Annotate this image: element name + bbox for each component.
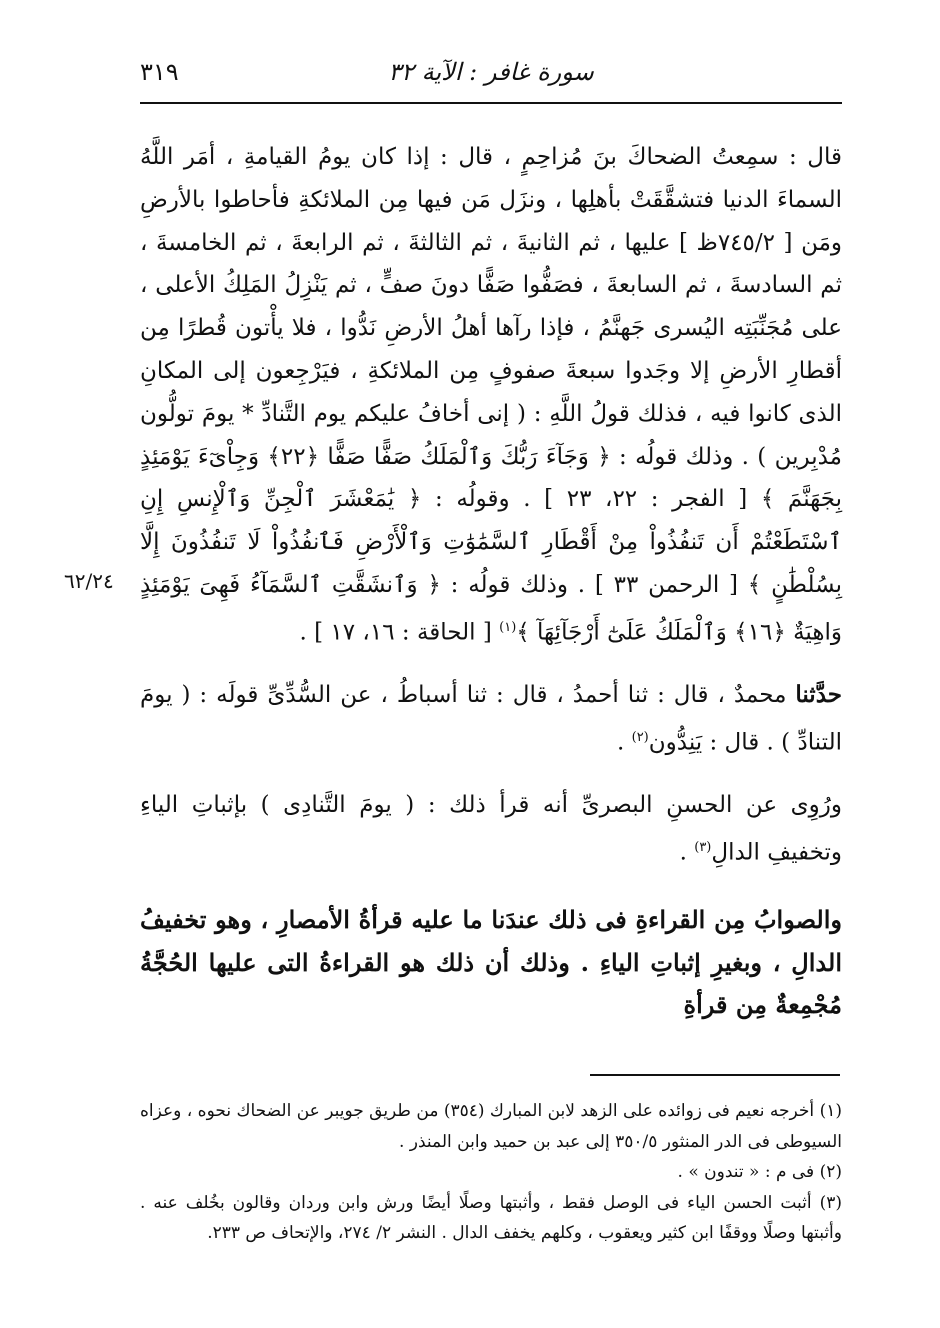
footnote-3: (٣) أثبت الحسن الياء فى الوصل فقط ، وأثبتها وصلًا أيضًا ورش وابن وردان وقالون بخُلف عنه . وأثبتها وصلًا ووقفًا ابن كثير ويعقوب ، وكلهم يخفف الدال . النشر ٢/ ٢٧٤، والإتحاف ص ٢٣٣. [140, 1192, 842, 1243]
page-number: ٣١٩ [140, 58, 179, 86]
paragraph-1-text: قال : سمِعتُ الضحاكَ بنَ مُزاحِمٍ ، قال : إذا كان يومُ القيامةِ ، أمَر اللَّهُ السماءَ الدنيا فتشقَّقَتْ بأهلِها ، ونزَل مَن فيها مِن الملائكةِ فأحاطوا بالأرضِ ومَن [ ٧٤٥/٢ظ ] عليها ، ثم الثانيةَ ، ثم الثالثةَ ، ثم الرابعةَ ، ثم الخامسةَ ، ثم السادسةَ ، ثم السابعةَ ، فصَفُّوا صَفًّا دونَ صفٍّ ، ثم يَنْزِلُ المَلِكُ الأعلى ، على مُجَنِّبَتِه اليُسرى جَهنَّمُ ، فإذا رآها أهلُ الأرضِ نَدُّوا ، فلا يأْتون قُطرًا مِن أقطارِ الأرضِ إلا وجَدوا سبعةَ صفوفٍ مِن الملائكةِ ، فيَرْجِعون إلى المكانِ الذى كانوا فيه ، فذلك قولُ اللَّهِ : ( إنى أخافُ عليكم يوم التَّنادِّ * يومَ تولُّون مُدْبِرين ) . وذلك قولُه : ﴿ وَجَآءَ رَبُّكَ وَٱلْمَلَكُ صَفًّا صَفًّا ﴿٢٢﴾ وَجِاْىٓءَ يَوْمَئِذٍ بِجَهَنَّمَ ﴾ [ الفجر : ٢٢، ٢٣ ] . وقولُه : ﴿ يَٰمَعْشَرَ ٱلْجِنِّ وَٱلْإِنسِ إِنِ ٱسْتَطَعْتُمْ أَن تَنفُذُواْ مِنْ أَقْطَارِ ٱلسَّمَٰوَٰتِ وَٱلْأَرْضِ فَٱنفُذُواْ لَا تَنفُذُونَ إِلَّا بِسُلْطَٰنٍ ﴾ [ الرحمن ٣٣ ] . وذلك قولُه : ﴿ وَٱنشَقَّتِ ٱلسَّمَآءُ فَهِىَ يَوْمَئِذٍ وَاهِيَةٌ ﴿١٦﴾ وَٱلْمَلَكُ عَلَىٰٓ أَرْجَآئِهَآ ﴾ [140, 144, 843, 646]
footnote-divider [590, 1074, 840, 1076]
running-title: سورة غافر : الآية ٣٢ [388, 58, 594, 86]
footnote-marker-1[interactable]: (١) [499, 619, 517, 635]
footnote-1: (١) أخرجه نعيم فى زوائده على الزهد لابن المبارك (٣٥٤) من طريق جويبر عن الضحاك نحوه ، وعزاه السيوطى فى الدر المنثور ٣٥٠/٥ إلى عبد بن حميد وابن المنذر . [140, 1101, 842, 1152]
footnote-marker-3[interactable]: (٣) [694, 840, 712, 856]
footnote-marker-2[interactable]: (٢) [631, 730, 649, 746]
paragraph-3-end: . [679, 839, 687, 866]
paragraph-3 [140, 784, 842, 874]
margin-reference: ٦٢/٢٤ [64, 569, 114, 593]
main-text [140, 136, 842, 1027]
paragraph-3-text: ورُوِى عن الحسنِ البصرىِّ أنه قرأ ذلك : ( يومَ التَّنادِى ) بإثباتِ الياءِ وتخفيفِ الدالِ [140, 792, 843, 866]
paragraph-2 [140, 674, 842, 764]
header-divider [140, 102, 842, 104]
paragraph-1-citation: [ الحاقة : ١٦، ١٧ ] . [299, 619, 492, 646]
page-header [140, 52, 842, 98]
paragraph-2-end: . [616, 729, 625, 756]
paragraph-2-lead: حدَّثنا [795, 681, 842, 709]
paragraph-2-text: محمدٌ ، قال : ثنا أحمدُ ، قال : ثنا أسباطُ ، عن السُّدِّىِّ قولَه : ( يومَ التنادِّ ) . قال : يَنِدُّون [140, 682, 842, 756]
paragraph-1 [140, 136, 842, 654]
footnotes [140, 1096, 842, 1249]
paragraph-4 [140, 899, 842, 1027]
paragraph-4-text: والصوابُ مِن القراءةِ فى ذلك عندَنا ما عليه قرأةُ الأمصارِ ، وهو تخفيفُ الدالِ ، وبغيرِ إثباتِ الياءِ . وذلك أن ذلك هو القراءةُ التى عليها الحُجَّةُ مُجْمِعةٌ مِن قرأةِ [140, 904, 842, 1020]
footnote-2: (٢) فى م : « تندون » . [677, 1162, 842, 1182]
